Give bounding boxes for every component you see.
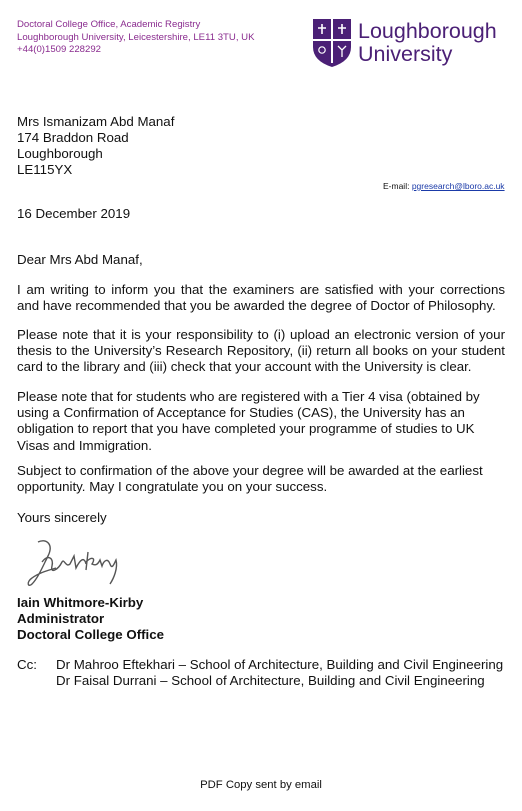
- closing: Yours sincerely: [17, 510, 107, 525]
- cc-label: Cc:: [17, 657, 37, 672]
- university-logo: [313, 19, 513, 69]
- sender-phone: +44(0)1509 228292: [17, 44, 102, 55]
- body-paragraph: Please note that it is your responsibility to (i) upload an electronic version of your thesis to the University’s Research Repository, (ii) return all books on your student card to the library and (iii) check that your account with the University is clear.: [17, 327, 505, 375]
- email-label: E-mail:: [383, 181, 410, 191]
- logo-wordmark: [358, 20, 497, 66]
- signer-office: Doctoral College Office: [17, 626, 165, 642]
- logo-line-1: Loughborough: [358, 19, 497, 43]
- signer-title: Administrator: [17, 610, 105, 626]
- body-paragraph: Subject to confirmation of the above your degree will be awarded at the earliest opportunity. May I congratulate you on your success.: [17, 463, 483, 495]
- body-paragraph: Please note that for students who are registered with a Tier 4 visa (obtained by using a Confirmation of Acceptance for Studies (CAS), the University has an obligation to report that you have completed your programme of studies to UK Visas and Immigration.: [17, 389, 480, 453]
- sender-office: Doctoral College Office, Academic Registry: [17, 19, 201, 30]
- letter-date: 16 December 2019: [17, 206, 131, 221]
- footer-note: PDF Copy sent by email: [200, 779, 322, 791]
- email-link[interactable]: pgresearch@lboro.ac.uk: [411, 181, 505, 191]
- contact-email: [383, 181, 505, 191]
- sender-block: [17, 19, 254, 57]
- body-paragraph: I am writing to inform you that the examiners are satisfied with your corrections and have recommended that you be awarded the degree of Doctor of Philosophy.: [17, 282, 505, 314]
- cc-recipient: Dr Mahroo Eftekhari – School of Architecture, Building and Civil Engineering: [56, 657, 504, 672]
- signature-image: [24, 534, 122, 592]
- recipient-line: LE115YX: [17, 162, 73, 177]
- sender-address: Loughborough University, Leicestershire, LE11 3TU, UK: [17, 31, 255, 43]
- recipient-line: Mrs Ismanizam Abd Manaf: [17, 114, 175, 129]
- recipient-line: Loughborough: [17, 146, 103, 161]
- signer-name: Iain Whitmore-Kirby: [17, 595, 144, 610]
- cc-recipient: Dr Faisal Durrani – School of Architecture, Building and Civil Engineering: [56, 672, 485, 688]
- salutation: Dear Mrs Abd Manaf,: [17, 252, 143, 267]
- recipient-line: 174 Braddon Road: [17, 130, 129, 145]
- shield-icon: [313, 19, 351, 67]
- signer-block: [17, 595, 164, 642]
- recipient-address: [17, 114, 174, 178]
- cc-list: [56, 657, 503, 689]
- logo-line-2: University: [358, 42, 453, 66]
